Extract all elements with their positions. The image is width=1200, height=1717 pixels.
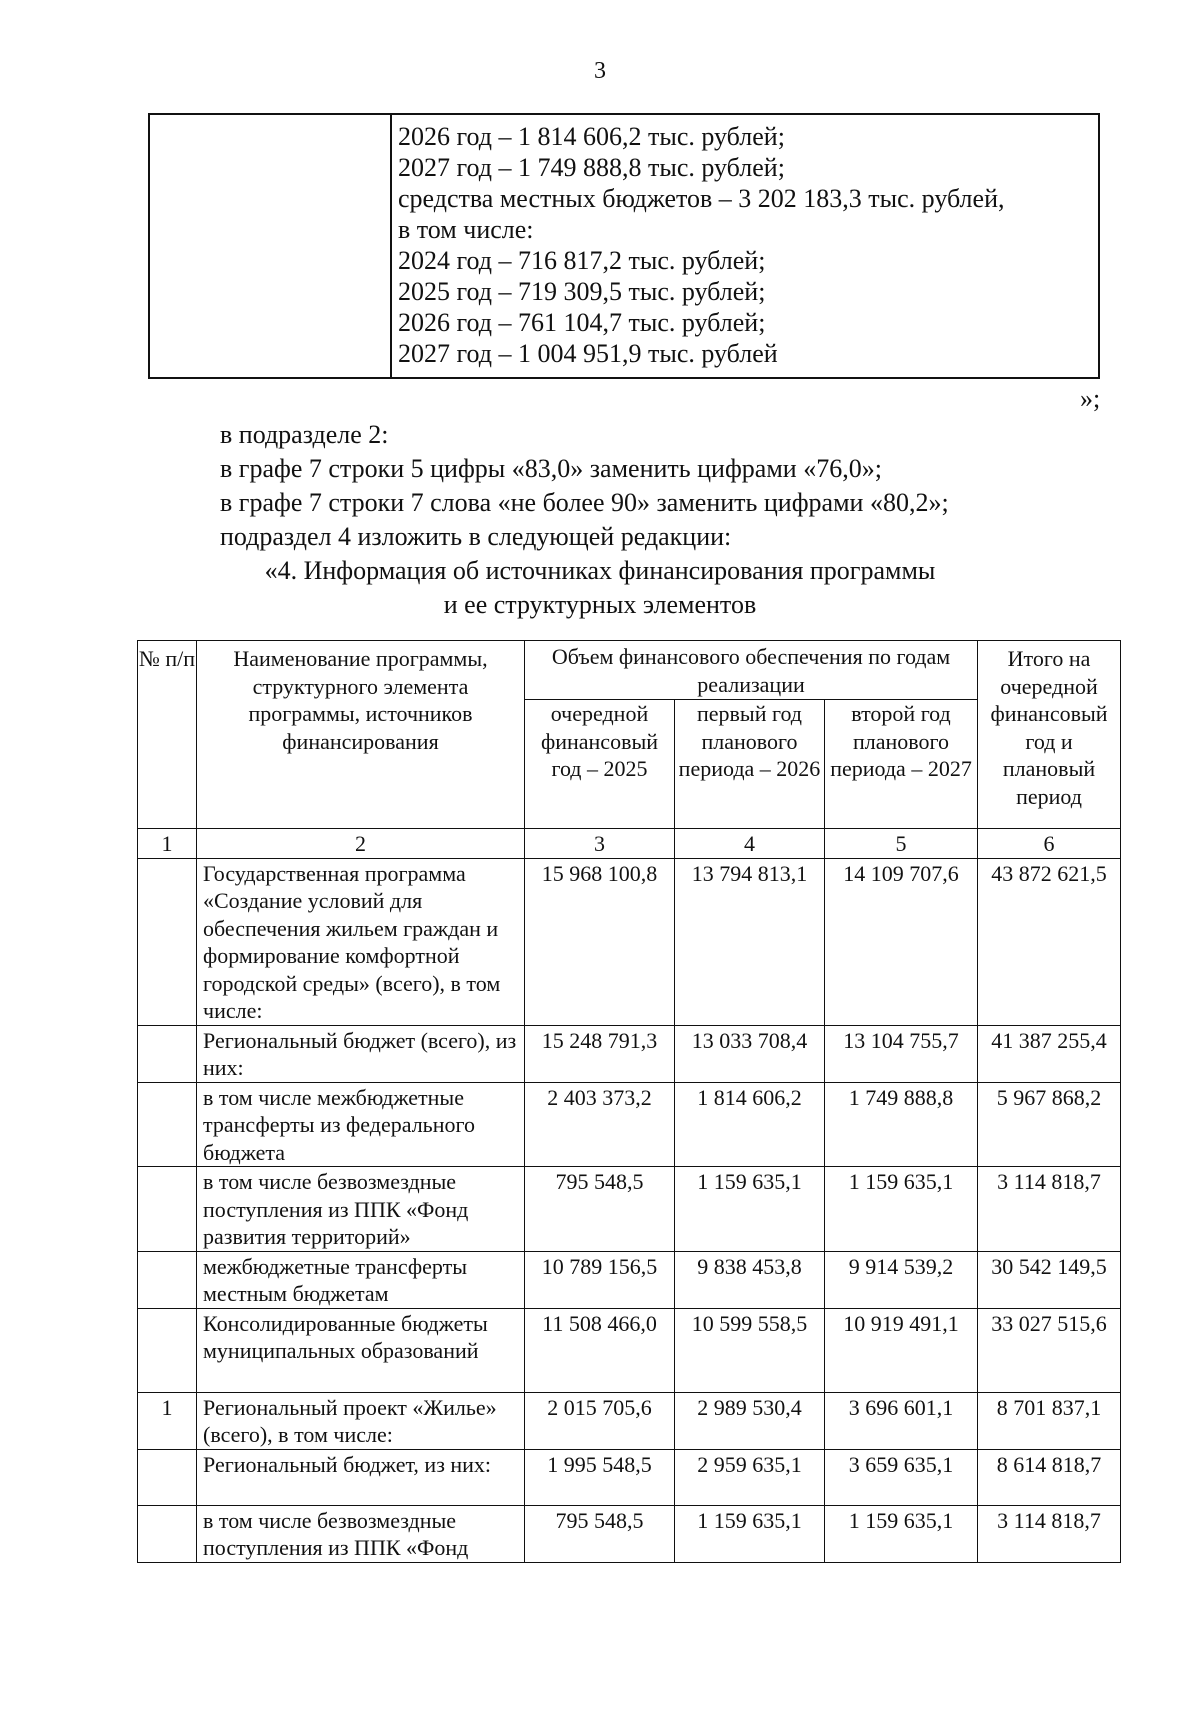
column-number: 5 xyxy=(825,829,978,859)
value-2025: 11 508 466,0 xyxy=(525,1308,675,1392)
value-2026: 1 159 635,1 xyxy=(675,1167,825,1252)
header-year-2025: очередной финансовый год – 2025 xyxy=(525,700,675,829)
value-2027: 14 109 707,6 xyxy=(825,858,978,1025)
row-number: 1 xyxy=(138,1392,197,1449)
value-2027: 10 919 491,1 xyxy=(825,1308,978,1392)
row-number xyxy=(138,1308,197,1392)
value-total: 3 114 818,7 xyxy=(978,1505,1121,1562)
row-number xyxy=(138,1082,197,1167)
value-2026: 9 838 453,8 xyxy=(675,1251,825,1308)
value-2026: 2 959 635,1 xyxy=(675,1449,825,1505)
row-number xyxy=(138,1167,197,1252)
value-total: 8 614 818,7 xyxy=(978,1449,1121,1505)
paragraph-subsection-2: в подразделе 2: xyxy=(220,420,389,449)
column-number: 6 xyxy=(978,829,1121,859)
funding-line: в том числе: xyxy=(398,215,534,244)
funding-line: 2024 год – 716 817,2 тыс. рублей; xyxy=(398,246,766,275)
value-total: 5 967 868,2 xyxy=(978,1082,1121,1167)
table-row xyxy=(138,1082,1121,1167)
value-2025: 1 995 548,5 xyxy=(525,1449,675,1505)
table-row xyxy=(138,1308,1121,1392)
row-name: межбюджетные трансферты местным бюджетам xyxy=(197,1251,525,1308)
header-volume: Объем финансового обеспечения по годам реализации xyxy=(525,641,978,700)
row-name: Консолидированные бюджеты муниципальных образований xyxy=(197,1308,525,1392)
section-heading-line-2: и ее структурных элементов xyxy=(443,590,757,619)
row-name: Региональный бюджет, из них: xyxy=(197,1449,525,1505)
column-number-row xyxy=(138,829,1121,859)
header-name: Наименование программы, структурного элемента программы, источников финансирования xyxy=(197,641,525,829)
value-2025: 795 548,5 xyxy=(525,1505,675,1562)
column-number: 3 xyxy=(525,829,675,859)
funding-line: 2026 год – 761 104,7 тыс. рублей; xyxy=(398,308,766,337)
table-row xyxy=(138,1251,1121,1308)
value-2025: 15 248 791,3 xyxy=(525,1025,675,1082)
continuation-table-right-cell xyxy=(392,115,1098,377)
row-name: в том числе безвозмездные поступления из ППК «Фонд развития территорий» xyxy=(197,1167,525,1252)
header-total: Итого на очередной финансовый год и плановый период xyxy=(978,641,1121,829)
value-2025: 10 789 156,5 xyxy=(525,1251,675,1308)
row-name: Государственная программа «Создание условий для обеспечения жильем граждан и формирование комфортной городской среды» (всего), в том числе: xyxy=(197,858,525,1025)
continuation-table xyxy=(148,113,1100,379)
value-2025: 2 015 705,6 xyxy=(525,1392,675,1449)
value-2026: 13 033 708,4 xyxy=(675,1025,825,1082)
value-total: 8 701 837,1 xyxy=(978,1392,1121,1449)
table-row xyxy=(138,858,1121,1025)
section-heading-line-1: «4. Информация об источниках финансирования программы xyxy=(264,556,936,585)
value-2027: 1 749 888,8 xyxy=(825,1082,978,1167)
row-number xyxy=(138,1251,197,1308)
table-row xyxy=(138,1392,1121,1449)
page-number: 3 xyxy=(594,58,606,84)
row-number xyxy=(138,858,197,1025)
value-2027: 9 914 539,2 xyxy=(825,1251,978,1308)
row-name: Региональный проект «Жилье» (всего), в том числе: xyxy=(197,1392,525,1449)
header-year-2027: второй год планового периода – 2027 xyxy=(825,700,978,829)
table-row xyxy=(138,1505,1121,1562)
row-name: в том числе безвозмездные поступления из ППК «Фонд xyxy=(197,1505,525,1562)
value-total: 33 027 515,6 xyxy=(978,1308,1121,1392)
funding-line: 2025 год – 719 309,5 тыс. рублей; xyxy=(398,277,766,306)
header-number: № п/п xyxy=(138,641,197,829)
value-2027: 3 659 635,1 xyxy=(825,1449,978,1505)
funding-line: средства местных бюджетов – 3 202 183,3 тыс. рублей, xyxy=(398,184,1005,213)
row-name: в том числе межбюджетные трансферты из федерального бюджета xyxy=(197,1082,525,1167)
closing-quote: »; xyxy=(1080,384,1101,413)
value-2027: 1 159 635,1 xyxy=(825,1505,978,1562)
row-name: Региональный бюджет (всего), из них: xyxy=(197,1025,525,1082)
column-number: 2 xyxy=(197,829,525,859)
funding-line: 2026 год – 1 814 606,2 тыс. рублей; xyxy=(398,122,785,151)
value-2026: 1 814 606,2 xyxy=(675,1082,825,1167)
value-total: 3 114 818,7 xyxy=(978,1167,1121,1252)
table-row xyxy=(138,1167,1121,1252)
value-2026: 1 159 635,1 xyxy=(675,1505,825,1562)
table-row xyxy=(138,1025,1121,1082)
row-number xyxy=(138,1025,197,1082)
value-2025: 795 548,5 xyxy=(525,1167,675,1252)
value-total: 30 542 149,5 xyxy=(978,1251,1121,1308)
value-2027: 1 159 635,1 xyxy=(825,1167,978,1252)
value-2026: 2 989 530,4 xyxy=(675,1392,825,1449)
value-2027: 3 696 601,1 xyxy=(825,1392,978,1449)
table-header-row xyxy=(138,641,1121,700)
value-2025: 2 403 373,2 xyxy=(525,1082,675,1167)
financing-table xyxy=(137,640,1121,1563)
table-row xyxy=(138,1449,1121,1505)
column-number: 4 xyxy=(675,829,825,859)
row-number xyxy=(138,1505,197,1562)
funding-line: 2027 год – 1 749 888,8 тыс. рублей; xyxy=(398,153,785,182)
value-total: 41 387 255,4 xyxy=(978,1025,1121,1082)
funding-line: 2027 год – 1 004 951,9 тыс. рублей xyxy=(398,339,778,368)
column-number: 1 xyxy=(138,829,197,859)
continuation-table-left-cell xyxy=(150,115,392,377)
paragraph-subsection-4: подраздел 4 изложить в следующей редакции: xyxy=(220,522,732,551)
value-total: 43 872 621,5 xyxy=(978,858,1121,1025)
value-2027: 13 104 755,7 xyxy=(825,1025,978,1082)
paragraph-column-7-row-5: в графе 7 строки 5 цифры «83,0» заменить цифрами «76,0»; xyxy=(220,454,882,483)
value-2025: 15 968 100,8 xyxy=(525,858,675,1025)
row-number xyxy=(138,1449,197,1505)
paragraph-column-7-row-7: в графе 7 строки 7 слова «не более 90» заменить цифрами «80,2»; xyxy=(220,488,949,517)
header-year-2026: первый год планового периода – 2026 xyxy=(675,700,825,829)
value-2026: 13 794 813,1 xyxy=(675,858,825,1025)
value-2026: 10 599 558,5 xyxy=(675,1308,825,1392)
